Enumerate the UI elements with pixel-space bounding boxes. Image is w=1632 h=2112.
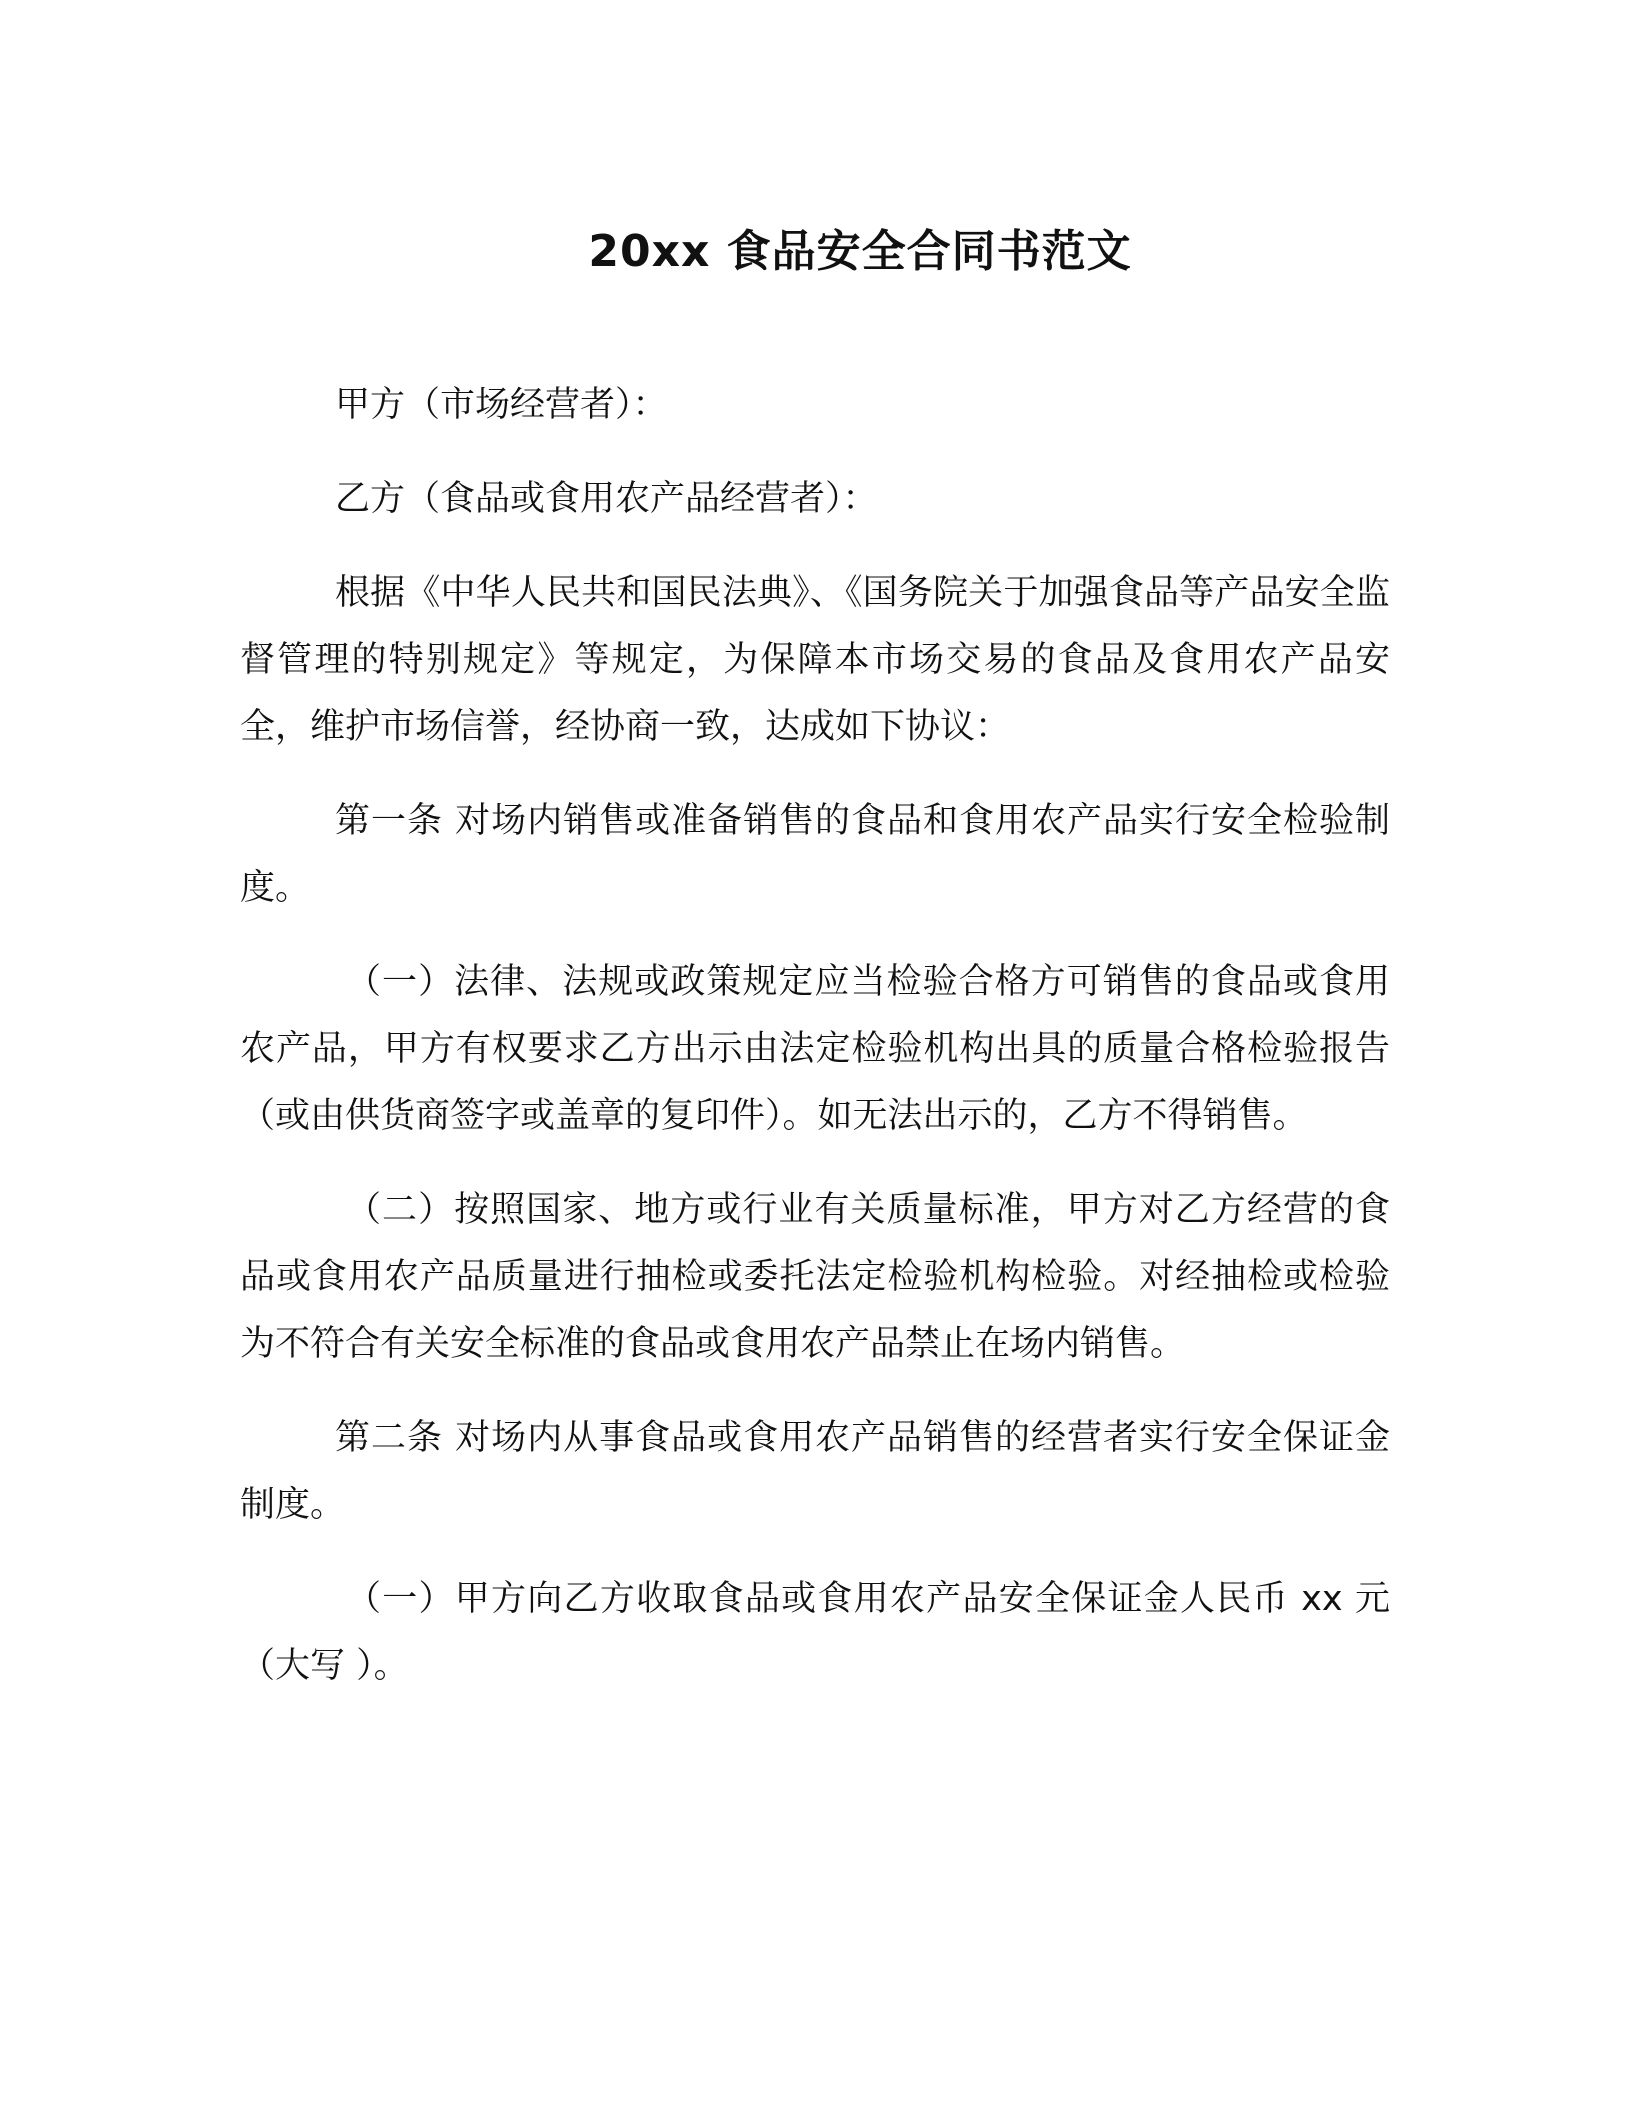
party-a-line: 甲方（市场经营者）：	[335, 385, 668, 425]
article-2-item-1-paragraph: （一）甲方向乙方收取食品或食用农产品安全保证金人民币 xx 元（大写 ）。	[240, 1579, 1390, 1686]
preamble-paragraph: 根据《中华人民共和国民法典》、《国务院关于加强食品等产品安全监督管理的特别规定》等规定，为保障本市场交易的食品及食用农产品安全，维护市场信誉，经协商一致，达成如下协议：	[240, 573, 1390, 747]
article-1-item-1-paragraph: （一）法律、法规或政策规定应当检验合格方可销售的食品或食用农产品，甲方有权要求乙方出示由法定检验机构出具的质量合格检验报告（或由供货商签字或盖章的复印件）。如无法出示的，乙方不得销售。	[240, 962, 1390, 1136]
document-title: 20xx 食品安全合同书范文	[588, 226, 1132, 277]
document-body	[240, 372, 1390, 1727]
article-1-paragraph: 第一条 对场内销售或准备销售的食品和食用农产品实行安全检验制度。	[240, 801, 1390, 908]
article-1-item-2-paragraph: （二）按照国家、地方或行业有关质量标准，甲方对乙方经营的食品或食用农产品质量进行抽检或委托法定检验机构检验。对经抽检或检验为不符合有关安全标准的食品或食用农产品禁止在场内销售。	[240, 1190, 1390, 1364]
article-2-paragraph: 第二条 对场内从事食品或食用农产品销售的经营者实行安全保证金制度。	[240, 1418, 1390, 1525]
party-b-line: 乙方（食品或食用农产品经营者）：	[335, 479, 878, 519]
